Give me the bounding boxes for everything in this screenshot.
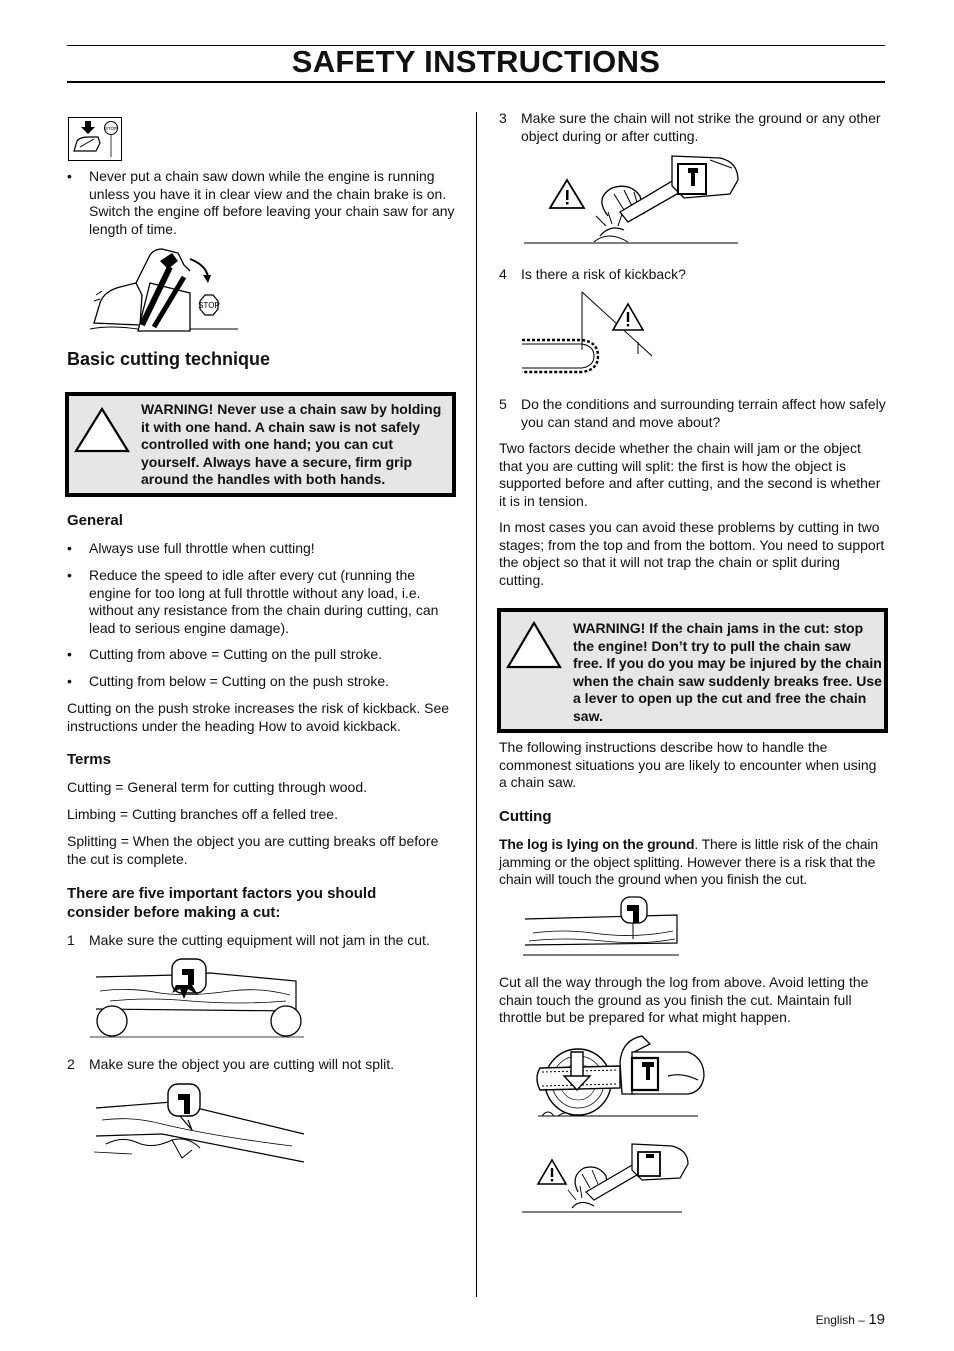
heading-terms: Terms xyxy=(67,751,111,768)
factor-number: 5 xyxy=(499,396,507,412)
factor-text: Make sure the object you are cutting will not split. xyxy=(89,1056,395,1072)
page-number: 19 xyxy=(868,1311,885,1328)
heading-basic-cutting-technique: Basic cutting technique xyxy=(67,349,271,369)
log-on-ground-illustration xyxy=(523,893,683,957)
log-on-ground-text: . There is little risk of the chain jamming or the object splitting. However there is a risk that the chain will touch the ground when you finish the cut. xyxy=(499,836,878,887)
bullet-marker: • xyxy=(67,540,72,556)
most-cases-paragraph: In most cases you can avoid these problems by cutting in two stages; from the top and from the bottom. You need to support the object so that it will not trap the chain or split during cutting. xyxy=(499,519,885,588)
bullet-text: Cutting from above = Cutting on the pull stroke. xyxy=(89,646,382,662)
factor-text: Make sure the cutting equipment will not jam in the cut. xyxy=(89,932,430,948)
bullet-marker: • xyxy=(67,567,72,583)
warning-box-chain-jam xyxy=(497,608,888,733)
cut-through-paragraph: Cut all the way through the log from above. Avoid letting the chain touch the ground as you finish the cut. Maintain full throttle but be prepared for what might happen. xyxy=(499,974,869,1025)
term-limbing: Limbing = Cutting branches off a felled tree. xyxy=(67,806,338,822)
push-stroke-note: Cutting on the push stroke increases the risk of kickback. See instructions under the heading How to avoid kickback. xyxy=(67,700,450,734)
column-divider xyxy=(476,112,477,1297)
factor-number: 2 xyxy=(67,1056,75,1072)
term-splitting: Splitting = When the object you are cutting breaks off before the cut is complete. xyxy=(67,833,439,867)
factor-text: Make sure the chain will not strike the ground or any other object during or after cutting. xyxy=(521,110,881,144)
log-jam-illustration xyxy=(90,955,305,1040)
warning-triangle-icon xyxy=(74,407,130,453)
ground-contact-warning-illustration xyxy=(522,1140,692,1216)
bullet-text: Cutting from below = Cutting on the push stroke. xyxy=(89,673,389,689)
heading-five-factors: There are five important factors you should consider before making a cut: xyxy=(67,885,377,921)
factor-number: 3 xyxy=(499,110,507,126)
bullet-text: Reduce the speed to idle after every cut (running the engine for too long at full throttle without any load, i.e. without any resistance from the chain during cutting, can lead to serious engine damage). xyxy=(89,567,439,636)
heading-cutting: Cutting xyxy=(499,808,552,825)
bullet-marker: • xyxy=(67,673,72,689)
factor-text: Do the conditions and surrounding terrain affect how safely you can stand and move about? xyxy=(521,396,886,430)
warning-box-one-hand xyxy=(65,392,456,497)
two-factors-paragraph: Two factors decide whether the chain will jam or the object that you are cutting will split: the first is how the object is supported before and after cutting, and the second is whether it is in tension. xyxy=(499,440,881,509)
page-title: SAFETY INSTRUCTIONS xyxy=(291,44,661,79)
factor-number: 1 xyxy=(67,932,75,948)
kickback-zone-illustration xyxy=(522,290,657,378)
warning-triangle-icon xyxy=(506,621,562,669)
ground-strike-illustration xyxy=(524,150,739,246)
header-rule-bottom xyxy=(67,81,885,83)
factor-number: 4 xyxy=(499,266,507,282)
term-cutting: Cutting = General term for cutting through wood. xyxy=(67,779,367,795)
bullet-marker: • xyxy=(67,646,72,662)
bullet-text: Never put a chain saw down while the engine is running unless you have it in clear view and the chain brake is on. Switch the engine off before leaving your chain saw for any length of time. xyxy=(89,168,455,237)
log-on-ground-bold: The log is lying on the ground xyxy=(499,836,695,852)
chain-brake-illustration xyxy=(90,243,240,333)
warning-text: WARNING! If the chain jams in the cut: stop the engine! Don’t try to pull the chain saw free. If you do you may be injured by the chain when the chain saw suddenly breaks free. Use a lever to open up the cut and free the chain saw. xyxy=(573,620,882,724)
footer-language: English xyxy=(815,1313,855,1327)
factor-text: Is there a risk of kickback? xyxy=(521,266,686,282)
footer-dash: – xyxy=(858,1313,865,1327)
stop-engine-icon xyxy=(68,117,122,161)
heading-general: General xyxy=(67,512,123,529)
bullet-marker: • xyxy=(67,168,72,184)
log-split-illustration xyxy=(92,1080,307,1162)
page-footer xyxy=(816,1311,885,1330)
bullet-text: Always use full throttle when cutting! xyxy=(89,540,315,556)
cut-from-above-illustration xyxy=(538,1032,708,1122)
stop-icon-label: STOP xyxy=(104,126,118,131)
stop-sign-label: STOP xyxy=(198,301,220,310)
warning-text: WARNING! Never use a chain saw by holding it with one hand. A chain saw is not safely controlled with one hand; you can cut yourself. Always have a secure, firm grip around the handles with both hands. xyxy=(141,401,442,488)
following-paragraph: The following instructions describe how to handle the commonest situations you are likely to encounter when using a chain saw. xyxy=(499,739,877,790)
log-on-ground-paragraph xyxy=(499,836,886,889)
